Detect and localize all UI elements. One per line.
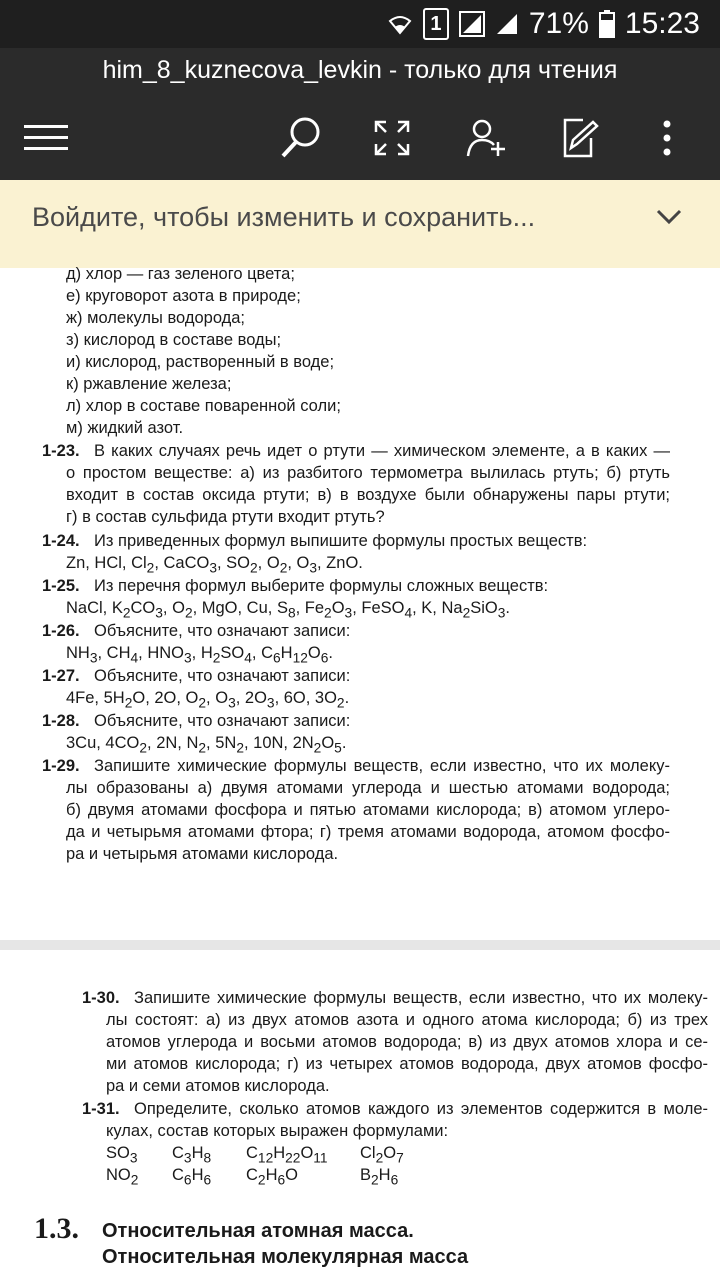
formula: $Cl_2O_7$ (360, 1144, 404, 1166)
more-options-button[interactable] (650, 110, 684, 166)
list-item: м) жидкий азот. (66, 419, 184, 437)
list-item: л) хлор в составе поваренной соли; (66, 397, 341, 415)
exercise-text: Запишите химические формулы веществ, если известно, что их молеку- (134, 989, 708, 1007)
status-bar (0, 0, 720, 48)
exercise-text: лы состоят: а) из двух атомов азота и одного атома кислорода; б) из трех (106, 1011, 708, 1029)
formula-line: 3Cu, $4CO_2$, 2N, $N_2$, $5N_2$, 10N, $2N_2O_5$. (66, 734, 347, 756)
exercise-number: 1-25. (42, 577, 80, 595)
sign-in-message: Войдите, чтобы изменить и сохранить... (32, 202, 536, 232)
exercise-number: 1-29. (42, 757, 80, 775)
exercise-number: 1-31. (82, 1100, 120, 1118)
signal-sim1-icon (459, 11, 485, 37)
exercise-text: Объясните, что означают записи: (94, 667, 351, 685)
formula: $NO_2$ (106, 1166, 139, 1188)
formula-line: NaCl, $K_2CO_3$, $O_2$, MgO, Cu, $S_8$, $Fe_2O_3$, FeSO$_4$, K, $Na_2SiO_3$. (66, 599, 510, 621)
exercise-text: ра и семи атомов кислорода. (106, 1077, 330, 1095)
exercise-text: б) двумя атомами фосфора и пятью атомами кислорода; в) атомом углеро- (66, 801, 670, 819)
exercise-text: лы образованы а) двумя атомами углерода и шестью атомами водорода; (66, 779, 670, 797)
exercise-number: 1-28. (42, 712, 80, 730)
list-item: е) круговорот азота в природе; (66, 287, 301, 305)
formula: $C_2H_6O$ (246, 1166, 298, 1188)
edit-button[interactable] (556, 110, 604, 166)
menu-icon (24, 123, 68, 153)
signal-sim2-icon (495, 12, 519, 36)
edit-icon (561, 118, 599, 158)
list-item: ж) молекулы водорода; (66, 309, 246, 327)
expand-banner-button[interactable] (656, 208, 682, 231)
list-item: з) кислород в составе воды; (66, 331, 282, 349)
exercise-number: 1-26. (42, 622, 80, 640)
exercise-text: да и четырьмя атомами фтора; г) тремя атомами водорода, атомом фосфо- (66, 823, 670, 841)
fullscreen-icon (374, 120, 410, 156)
exercise-text: входит в состав оксида ртути; в) в воздухе были обнаружены пары ртути; (66, 486, 670, 504)
share-button[interactable] (462, 110, 512, 166)
sign-in-banner[interactable] (0, 180, 720, 269)
exercise-number: 1-24. (42, 532, 80, 550)
exercise-text: В каких случаях речь идет о ртути — химическом элементе, а в каких — (94, 442, 670, 460)
formula-line: Zn, HCl, $Cl_2$, CaCO$_3$, $SO_2$, $O_2$, $O_3$, ZnO. (66, 554, 363, 576)
clock: 15:23 (624, 7, 700, 40)
chevron-down-icon (656, 208, 682, 226)
exercise-number: 1-27. (42, 667, 80, 685)
exercise-text: Из приведенных формул выпишите формулы простых веществ: (94, 532, 588, 550)
formula-line: 4Fe, $5H_2O$, 2O, $O_2$, $O_3$, $2O_3$, 6O, $3O_2$. (66, 689, 350, 711)
exercise-text: ми атомов кислорода; г) из четырех атомов водорода, двух атомов фосфо- (106, 1055, 708, 1073)
exercise-text: о простом веществе: а) из разбитого термометра вылилась ртуть; б) ртуть (66, 464, 670, 482)
search-icon (279, 116, 323, 160)
search-button[interactable] (276, 110, 326, 166)
list-item: д) хлор — газ зеленого цвета; (66, 265, 295, 283)
document-page (0, 950, 720, 1280)
list-item: и) кислород, растворенный в воде; (66, 353, 335, 371)
list-item: к) ржавление железа; (66, 375, 232, 393)
exercise-text: Объясните, что означают записи: (94, 712, 351, 730)
formula: $SO_3$ (106, 1144, 138, 1166)
battery-percent: 71% (528, 7, 589, 40)
exercise-text: Из перечня формул выберите формулы сложных веществ: (94, 577, 549, 595)
exercise-text: ра и четырьмя атомами кислорода. (66, 845, 339, 863)
exercise-text: Запишите химические формулы веществ, если известно, что их молеку- (94, 757, 670, 775)
section-subtitle: Относительная молекулярная масса (102, 1246, 469, 1268)
formula-line: $NH_3$, $CH_4$, $HNO_3$, $H_2SO_4$, $C_6H_{12}O_6$. (66, 644, 333, 666)
formula: $C_3H_8$ (172, 1144, 212, 1166)
fullscreen-button[interactable] (368, 110, 416, 166)
app-toolbar (0, 48, 720, 180)
exercise-text: Объясните, что означают записи: (94, 622, 351, 640)
section-number: 1.3. (34, 1212, 79, 1245)
document-page (0, 265, 720, 940)
sim-badge: 1 (423, 8, 449, 40)
menu-button[interactable] (22, 110, 70, 166)
exercise-text: г) в состав сульфида ртути входит ртуть? (66, 508, 385, 526)
section-title: Относительная атомная масса. (102, 1220, 414, 1242)
exercise-text: атомов углерода и восьми атомов водорода; в) из двух атомов хлора и се- (106, 1033, 708, 1051)
document-title: him_8_kuznecova_levkin - только для чтения (102, 56, 618, 84)
share-person-icon (466, 118, 508, 158)
formula: $C_{12}H_{22}O_{11}$ (246, 1144, 328, 1166)
exercise-number: 1-30. (82, 989, 120, 1007)
formula: $B_2H_6$ (360, 1166, 399, 1188)
formula: $C_6H_6$ (172, 1166, 212, 1188)
exercise-number: 1-23. (42, 442, 80, 460)
exercise-text: Определите, сколько атомов каждого из элементов содержится в моле- (134, 1100, 708, 1118)
battery-icon (599, 10, 615, 38)
exercise-text: кулах, состав которых выражен формулами: (106, 1122, 449, 1140)
more-icon (662, 120, 672, 156)
wifi-icon (387, 13, 413, 35)
page-separator (0, 940, 720, 950)
